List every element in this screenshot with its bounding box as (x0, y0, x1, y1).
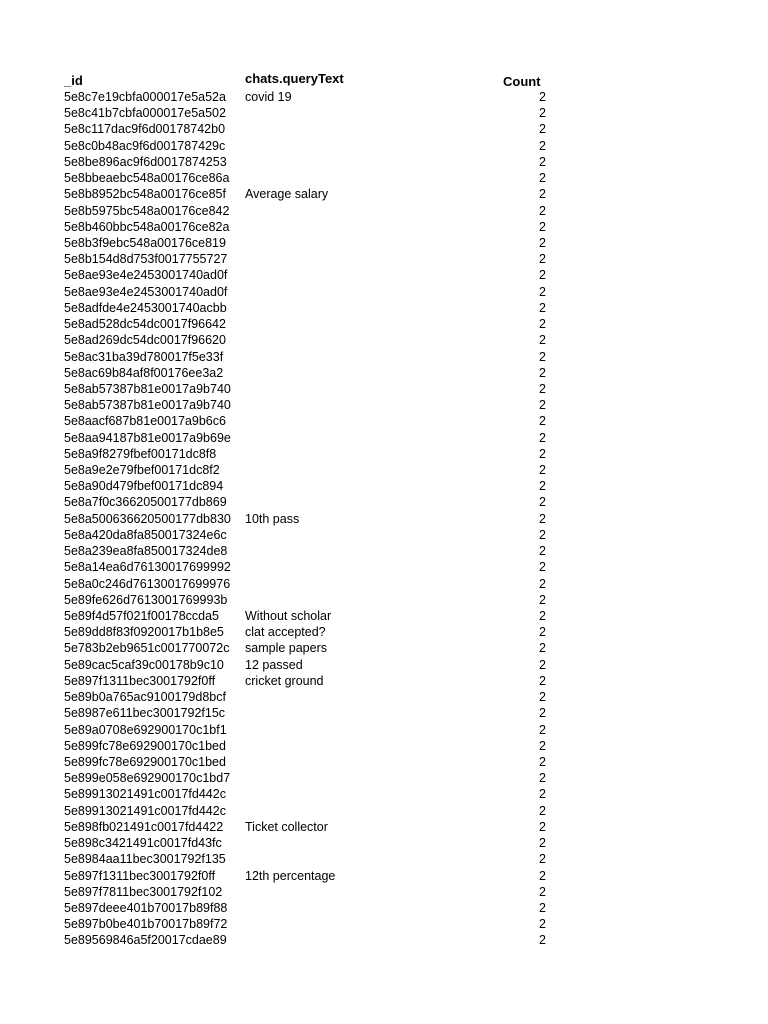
cell-count: 2 (539, 333, 546, 348)
cell-count: 2 (539, 171, 546, 186)
cell-count: 2 (539, 479, 546, 494)
table-row (0, 397, 768, 413)
cell-query-text: sample papers (245, 641, 327, 656)
cell-id: 5e898fb021491c0017fd4422 (64, 819, 224, 834)
table-row (0, 430, 768, 446)
table-row (0, 138, 768, 154)
cell-count: 2 (539, 722, 546, 737)
cell-id: 5e89569846a5f20017cdae89 (64, 933, 227, 948)
table-row (0, 657, 768, 673)
cell-count: 2 (539, 690, 546, 705)
cell-count: 2 (539, 933, 546, 948)
table-row (0, 738, 768, 754)
cell-id: 5e8a500636620500177db830 (64, 511, 231, 526)
cell-query-text: Without scholar (245, 609, 332, 623)
cell-id: 5e89a0708e692900170c1bf1 (64, 722, 227, 737)
cell-count: 2 (539, 446, 546, 461)
table-row (0, 332, 768, 348)
table-row (0, 203, 768, 219)
cell-id: 5e89fe626d7613001769993b (64, 592, 228, 607)
cell-count: 2 (539, 625, 546, 640)
cell-id: 5e89f4d57f021f00178ccda5 (64, 609, 220, 623)
table-row (0, 413, 768, 429)
cell-id: 5e8ac31ba39d780017f5e33f (64, 349, 224, 364)
cell-id: 5e897f1311bec3001792f0ff (64, 673, 216, 688)
table-row (0, 251, 768, 267)
cell-id: 5e8a90d479fbef00171dc894 (64, 479, 224, 494)
cell-count: 2 (539, 527, 546, 542)
cell-id: 5e8b3f9ebc548a00176ce819 (64, 235, 226, 250)
cell-count: 2 (539, 122, 546, 137)
cell-id: 5e783b2eb9651c001770072c (64, 641, 230, 656)
cell-count: 2 (539, 106, 546, 121)
table-row (0, 543, 768, 559)
table-row (0, 365, 768, 381)
cell-count: 2 (539, 673, 546, 688)
table-row (0, 608, 768, 624)
cell-count: 2 (539, 819, 546, 834)
cell-id: 5e8b154d8d753f0017755727 (64, 252, 228, 267)
cell-count: 2 (539, 203, 546, 218)
table-row (0, 835, 768, 851)
cell-id: 5e8a9f8279fbef00171dc8f8 (64, 446, 217, 461)
cell-count: 2 (539, 430, 546, 445)
cell-count: 2 (539, 787, 546, 802)
cell-count: 2 (539, 138, 546, 153)
table-row (0, 624, 768, 640)
cell-id: 5e89cac5caf39c00178b9c10 (64, 657, 224, 672)
cell-count: 2 (539, 90, 546, 104)
table-row (0, 462, 768, 478)
table-row (0, 786, 768, 802)
cell-id: 5e8adfde4e2453001740acbb (64, 300, 227, 315)
cell-count: 2 (539, 576, 546, 591)
cell-id: 5e8a9e2e79fbef00171dc8f2 (64, 463, 220, 478)
cell-count: 2 (539, 657, 546, 672)
cell-id: 5e8ae93e4e2453001740ad0f (64, 268, 228, 283)
table-row (0, 900, 768, 916)
cell-id: 5e8a239ea8fa850017324de8 (64, 544, 228, 559)
cell-count: 2 (539, 868, 546, 883)
table-row (0, 705, 768, 721)
cell-count: 2 (539, 771, 546, 786)
cell-query-text: Ticket collector (245, 819, 328, 834)
cell-count: 2 (539, 414, 546, 429)
table-row (0, 494, 768, 510)
cell-count: 2 (539, 381, 546, 396)
table-row (0, 121, 768, 137)
table-row (0, 105, 768, 121)
cell-id: 5e8b460bbc548a00176ce82a (64, 219, 230, 234)
cell-query-text: 12 passed (245, 657, 303, 672)
table-row (0, 673, 768, 689)
cell-query-text: clat accepted? (245, 625, 326, 640)
cell-query-text: 10th pass (245, 511, 300, 526)
table-row (0, 592, 768, 608)
cell-count: 2 (539, 641, 546, 656)
table-row (0, 722, 768, 738)
cell-count: 2 (539, 900, 546, 915)
cell-id: 5e8ac69b84af8f00176ee3a2 (64, 365, 224, 380)
cell-count: 2 (539, 317, 546, 332)
header-id: _id (64, 73, 83, 88)
cell-count: 2 (539, 609, 546, 623)
table-row (0, 576, 768, 592)
cell-id: 5e8be896ac9f6d0017874253 (64, 154, 227, 169)
table-row (0, 349, 768, 365)
cell-id: 5e8a7f0c36620500177db869 (64, 495, 227, 510)
table-row (0, 89, 768, 105)
cell-query-text: cricket ground (245, 673, 324, 688)
cell-id: 5e8ad269dc54dc0017f96620 (64, 333, 226, 348)
cell-id: 5e899fc78e692900170c1bed (64, 754, 226, 769)
cell-id: 5e8a0c246d76130017699976 (64, 576, 231, 591)
table-row (0, 511, 768, 527)
cell-id: 5e899e058e692900170c1bd7 (64, 771, 231, 786)
cell-query-text: Average salary (245, 187, 329, 202)
cell-id: 5e897b0be401b70017b89f72 (64, 917, 228, 932)
table-row (0, 154, 768, 170)
table-row (0, 559, 768, 575)
table-row (0, 186, 768, 202)
cell-id: 5e897deee401b70017b89f88 (64, 900, 228, 915)
cell-query-text: covid 19 (245, 90, 292, 104)
cell-id: 5e8b5975bc548a00176ce842 (64, 203, 230, 218)
cell-id: 5e8984aa11bec3001792f135 (64, 852, 226, 867)
table-row (0, 300, 768, 316)
header-count: Count (503, 74, 541, 89)
table-row (0, 689, 768, 705)
table-row (0, 446, 768, 462)
cell-id: 5e8ad528dc54dc0017f96642 (64, 317, 226, 332)
cell-count: 2 (539, 154, 546, 169)
table-row (0, 819, 768, 835)
table-row (0, 527, 768, 543)
cell-count: 2 (539, 836, 546, 851)
cell-id: 5e8b8952bc548a00176ce85f (64, 187, 226, 202)
cell-id: 5e8aa94187b81e0017a9b69e (64, 430, 231, 445)
cell-count: 2 (539, 592, 546, 607)
header-query-text: chats.queryText (245, 71, 344, 86)
table-row (0, 932, 768, 948)
cell-id: 5e8c7e19cbfa000017e5a52a (64, 90, 226, 104)
table-row (0, 284, 768, 300)
cell-id: 5e8bbeaebc548a00176ce86a (64, 171, 230, 186)
cell-count: 2 (539, 852, 546, 867)
cell-count: 2 (539, 300, 546, 315)
cell-count: 2 (539, 187, 546, 202)
cell-id: 5e89dd8f83f0920017b1b8e5 (64, 625, 224, 640)
table-row (0, 884, 768, 900)
cell-count: 2 (539, 268, 546, 283)
cell-count: 2 (539, 463, 546, 478)
cell-count: 2 (539, 235, 546, 250)
cell-id: 5e8a420da8fa850017324e6c (64, 527, 227, 542)
table-row (0, 916, 768, 932)
cell-count: 2 (539, 284, 546, 299)
cell-id: 5e89913021491c0017fd442c (64, 787, 226, 802)
cell-id: 5e89b0a765ac9100179d8bcf (64, 690, 226, 705)
table-row (0, 868, 768, 884)
table-row (0, 267, 768, 283)
table-row (0, 316, 768, 332)
cell-count: 2 (539, 754, 546, 769)
cell-count: 2 (539, 884, 546, 899)
cell-id: 5e8c117dac9f6d00178742b0 (64, 122, 226, 137)
cell-id: 5e8987e611bec3001792f15c (64, 706, 226, 721)
table-row (0, 478, 768, 494)
cell-id: 5e8ab57387b81e0017a9b740 (64, 398, 231, 413)
cell-id: 5e898c3421491c0017fd43fc (64, 836, 222, 851)
cell-count: 2 (539, 511, 546, 526)
table-row (0, 170, 768, 186)
table-row (0, 803, 768, 819)
cell-id: 5e8c41b7cbfa000017e5a502 (64, 106, 226, 121)
cell-id: 5e897f7811bec3001792f102 (64, 884, 223, 899)
cell-query-text: 12th percentage (245, 868, 336, 883)
table-row (0, 219, 768, 235)
cell-count: 2 (539, 219, 546, 234)
cell-count: 2 (539, 365, 546, 380)
cell-id: 5e897f1311bec3001792f0ff (64, 868, 216, 883)
cell-id: 5e8a14ea6d76130017699992 (64, 560, 231, 575)
cell-count: 2 (539, 560, 546, 575)
cell-count: 2 (539, 349, 546, 364)
cell-id: 5e8aacf687b81e0017a9b6c6 (64, 414, 226, 429)
cell-count: 2 (539, 738, 546, 753)
cell-count: 2 (539, 544, 546, 559)
cell-count: 2 (539, 398, 546, 413)
table-row (0, 235, 768, 251)
cell-count: 2 (539, 917, 546, 932)
cell-id: 5e8c0b48ac9f6d001787429c (64, 138, 226, 153)
table-row (0, 640, 768, 656)
cell-id: 5e8ae93e4e2453001740ad0f (64, 284, 228, 299)
cell-count: 2 (539, 706, 546, 721)
table-row (0, 770, 768, 786)
cell-id: 5e8ab57387b81e0017a9b740 (64, 381, 231, 396)
table-row (0, 754, 768, 770)
cell-count: 2 (539, 495, 546, 510)
table-row (0, 381, 768, 397)
table-row (0, 851, 768, 867)
cell-count: 2 (539, 803, 546, 818)
cell-id: 5e89913021491c0017fd442c (64, 803, 226, 818)
cell-count: 2 (539, 252, 546, 267)
table-body (0, 89, 768, 949)
cell-id: 5e899fc78e692900170c1bed (64, 738, 226, 753)
